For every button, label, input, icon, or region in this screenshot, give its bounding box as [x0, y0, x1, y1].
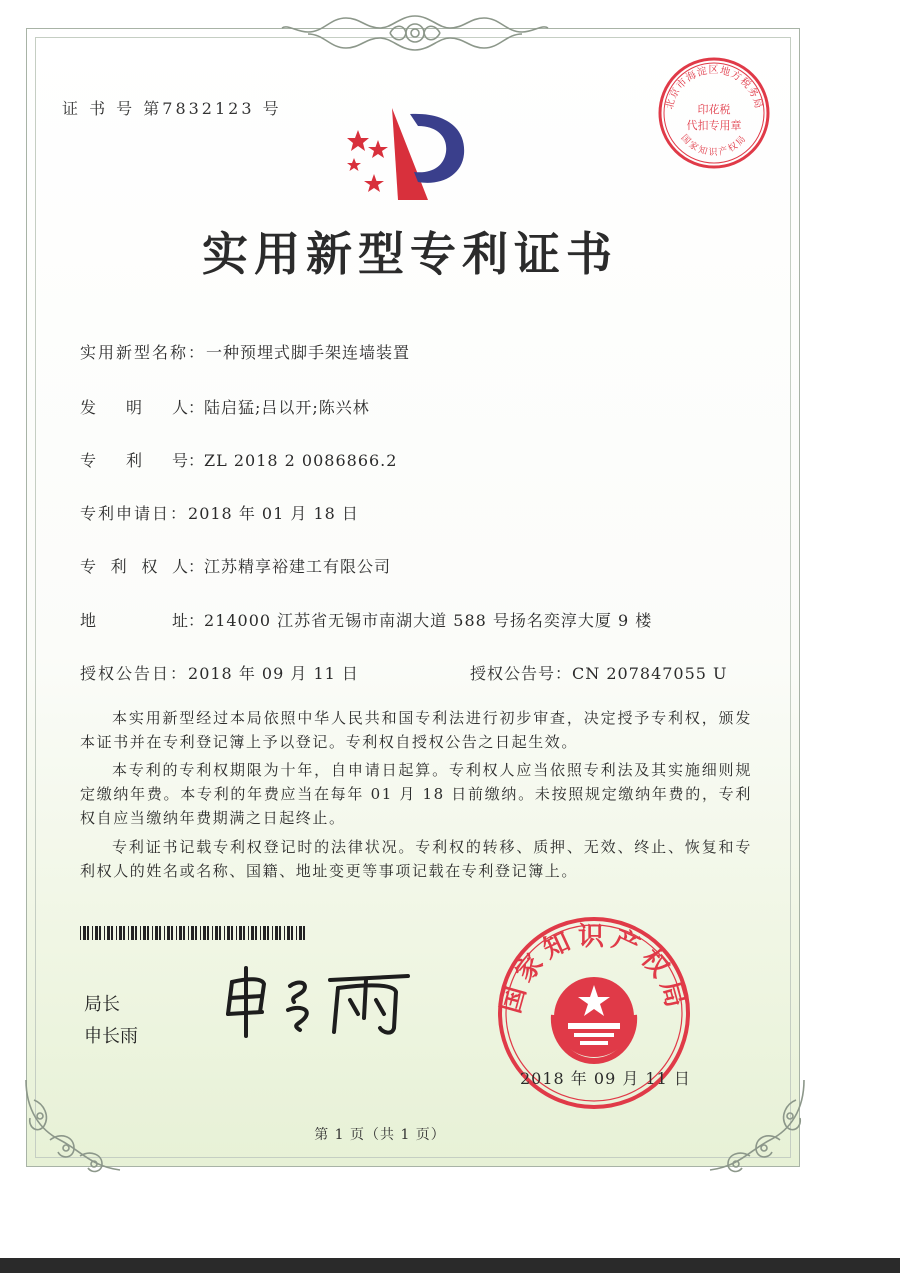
utility-name-value: 一种预埋式脚手架连墙装置	[206, 343, 411, 362]
grant-date-value: 2018 年 09 月 11 日	[188, 664, 359, 683]
bottom-bar	[0, 1258, 900, 1273]
grant-number-label: 授权公告号：	[470, 664, 573, 683]
barcode-icon	[80, 926, 306, 940]
filing-date-label: 专利申请日：	[80, 504, 189, 523]
row-inventor: 发 明 人 ：陆启猛;吕以开;陈兴林	[80, 395, 370, 418]
tax-seal	[656, 55, 772, 171]
row-grant-date	[80, 661, 359, 684]
director-signature	[218, 962, 418, 1042]
patentee-label: 专 利 权 人	[80, 557, 188, 576]
address-label: 地 址	[80, 611, 188, 630]
svg-text:印花税: 印花税	[697, 103, 731, 116]
svg-text:国家知识产权局: 国家知识产权局	[678, 133, 750, 158]
row-utility-name	[80, 340, 410, 363]
top-ornament-icon	[280, 10, 550, 56]
paragraph-1: 本实用新型经过本局依照中华人民共和国专利法进行初步审查，决定授予专利权，颁发本证书并在专利登记簿上予以登记。专利权自授权公告之日起生效。	[80, 709, 752, 751]
director-role: 局长	[84, 994, 120, 1015]
patentee-value: 江苏精享裕建工有限公司	[204, 557, 392, 576]
inventor-value: 陆启猛;吕以开;陈兴林	[204, 398, 370, 417]
address-value: 214000 江苏省无锡市南湖大道 588 号扬名奕淳大厦 9 楼	[204, 611, 653, 630]
row-patentee: 专 利 权 人 ：江苏精享裕建工有限公司	[80, 554, 391, 577]
paragraph-3: 专利证书记载专利权登记时的法律状况。专利权的转移、质押、无效、终止、恢复和专利权人的姓名或名称、国籍、地址变更等事项记载在专利登记簿上。	[80, 838, 752, 880]
inventor-label: 发 明 人	[80, 398, 188, 417]
cnipa-logo-icon	[336, 100, 486, 204]
utility-name-label: 实用新型名称：	[80, 343, 207, 362]
row-patent-number: 专 利 号 ：ZL 2018 2 0086866.2	[80, 448, 397, 471]
row-filing-date	[80, 501, 359, 524]
grant-date-label: 授权公告日：	[80, 664, 189, 683]
certificate-number: 证 书 号 第7832123 号	[62, 99, 282, 118]
paragraph-2: 本专利的专利权期限为十年，自申请日起算。专利权人应当依照专利法及其实施细则规定缴纳年费。本专利的年费应当在每年 01 月 18 日前缴纳。未按照规定缴纳年费的，专利权自应当缴纳年费期满之日起终止。	[80, 761, 752, 827]
svg-text:北京市海淀区地方税务局: 北京市海淀区地方税务局	[664, 65, 764, 111]
patent-number-label: 专 利 号	[80, 451, 188, 470]
director-name: 申长雨	[84, 1026, 138, 1047]
patent-number-value: ZL 2018 2 0086866.2	[204, 451, 398, 470]
svg-text:国家知识产权局: 国家知识产权局	[496, 922, 692, 1017]
row-address: 地 址 ：214000 江苏省无锡市南湖大道 588 号扬名奕淳大厦 9 楼	[80, 608, 652, 631]
seal-date: 2018 年 09 月 11 日	[520, 1069, 691, 1088]
certificate-title: 实用新型专利证书	[202, 227, 618, 281]
filing-date-value: 2018 年 01 月 18 日	[188, 504, 359, 523]
page-footer: 第 1 页（共 1 页）	[314, 1127, 446, 1143]
grant-number-value: CN 207847055 U	[572, 664, 728, 683]
row-grant-number	[470, 661, 728, 684]
svg-text:代扣专用章: 代扣专用章	[686, 119, 742, 132]
